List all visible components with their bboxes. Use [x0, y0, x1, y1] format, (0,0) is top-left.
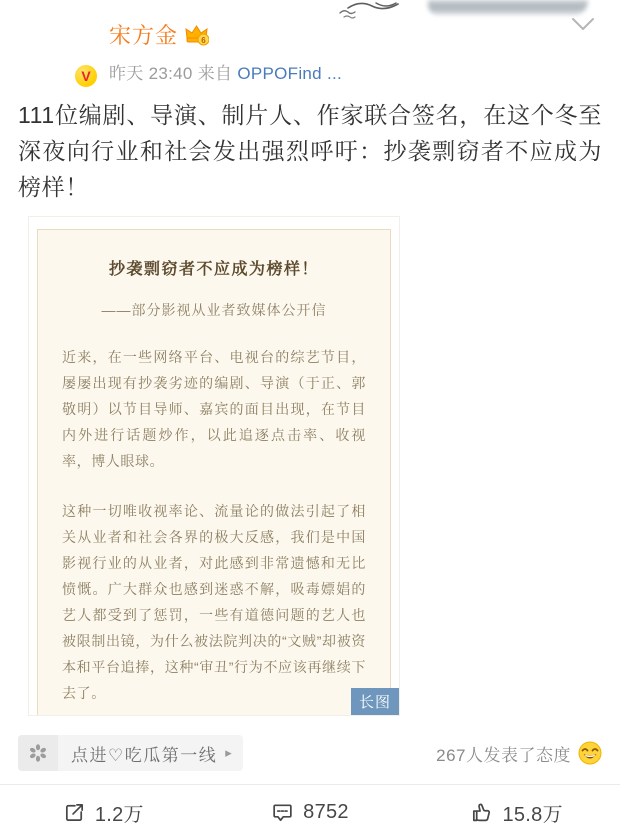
- repost-icon: [63, 801, 86, 824]
- header-info: [109, 8, 342, 86]
- tag-row: [18, 735, 602, 771]
- comment-icon: [271, 801, 294, 824]
- reactions-text: 267人发表了态度: [436, 745, 571, 765]
- action-bar: [0, 785, 620, 839]
- avatar[interactable]: [18, 8, 96, 86]
- letter-subtitle: ——部分影视从业者致媒体公开信: [101, 302, 327, 318]
- tag-icon-box: [18, 735, 58, 771]
- source-link[interactable]: OPPOFind ...: [237, 64, 343, 83]
- source-prefix: 来自: [197, 64, 233, 83]
- verified-badge: V: [74, 64, 98, 88]
- flower-icon: [28, 743, 48, 763]
- reactions-summary[interactable]: [436, 741, 602, 766]
- topic-tag-pill[interactable]: [18, 735, 243, 771]
- timestamp: 昨天 23:40: [109, 64, 193, 83]
- repost-count: 1.2万: [94, 803, 144, 826]
- username[interactable]: 宋方金: [109, 23, 179, 48]
- vip-crown-badge: [184, 23, 209, 46]
- letter-paper: [37, 229, 391, 716]
- post-meta: [109, 59, 342, 84]
- like-button[interactable]: [413, 798, 620, 827]
- tag-label: 点进♡吃瓜第一线: [71, 745, 218, 765]
- letter-paragraph: 这种一切唯收视率论、流量论的做法引起了相关从业者和社会各界的极大反感，我们是中国影视行业的从业者，对此感到非常遗憾和无比愤慨。广大群众也感到迷惑不解，吸毒嫖娼的艺人都受到了惩罚，一些有道德问题的艺人也被限制出镜，为什么被法院判决的“文贼”却被资本和平台追捧，这种“审丑”行为不应该再继续下去了。: [62, 503, 366, 701]
- like-count: 15.8万: [502, 803, 563, 826]
- post-header: [0, 0, 620, 86]
- comment-button[interactable]: [207, 801, 414, 824]
- letter-paragraph: 近来，在一些网络平台、电视台的综艺节目，屡屡出现有抄袭劣迹的编剧、导演（于正、郭敬明）以节目导师、嘉宾的面目出现，在节目内外进行话题炒作，以此追逐点击率、收视率，博人眼球。: [62, 349, 366, 469]
- chevron-down-icon[interactable]: [570, 14, 596, 34]
- post-text: 111位编剧、导演、制片人、作家联合签名，在这个冬至深夜向行业和社会发出强烈呼吁：抄袭剽窃者不应成为榜样！: [18, 102, 602, 200]
- comment-count: 8752: [303, 800, 349, 823]
- tag-arrow-icon: ▸: [225, 745, 232, 760]
- letter-title: 抄袭剽窃者不应成为榜样！: [108, 261, 319, 278]
- laughing-emoji-icon: [578, 741, 602, 765]
- repost-button[interactable]: [0, 798, 207, 827]
- post-image-open-letter[interactable]: [28, 216, 400, 716]
- thumbs-up-icon: [470, 801, 493, 824]
- long-image-badge[interactable]: 长图: [351, 688, 399, 715]
- svg-text:6: 6: [201, 36, 206, 45]
